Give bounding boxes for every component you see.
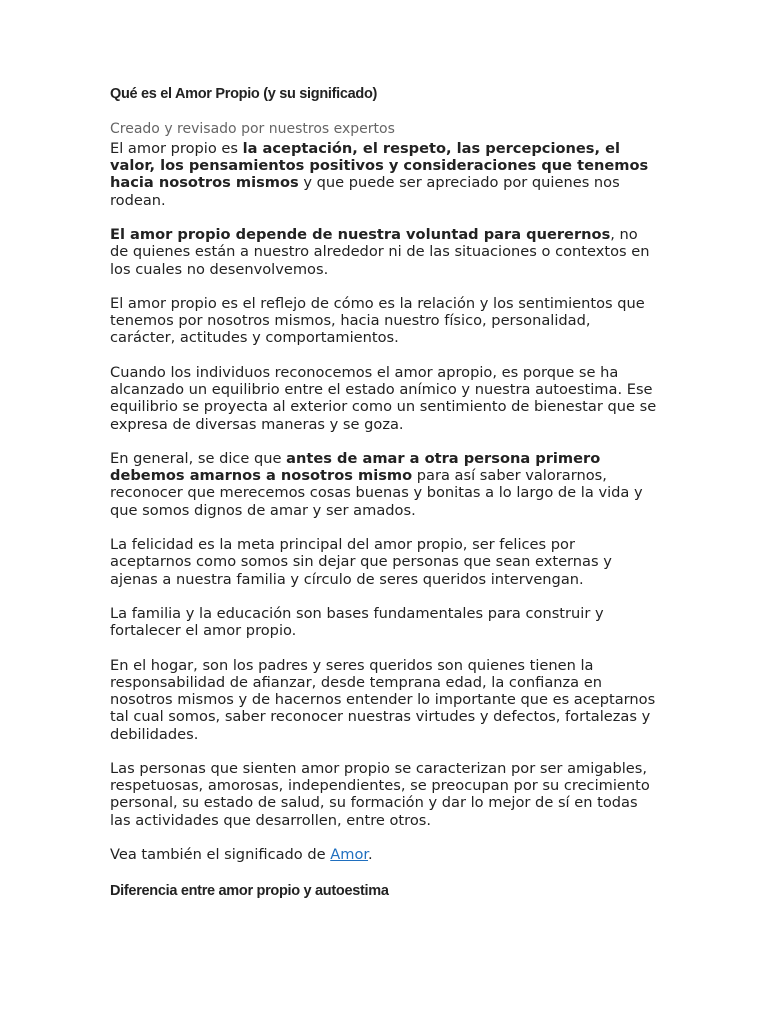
- paragraph-1: [110, 140, 660, 209]
- article: [110, 84, 660, 901]
- paragraph-7: La familia y la educación son bases fundamentales para construir y fortalecer el amor propio.: [110, 605, 604, 640]
- paragraph-8: En el hogar, son los padres y seres queridos son quienes tienen la responsabilidad de afianzar, desde temprana edad, la confianza en nosotros mismos y de hacernos entender lo importante que es aceptarnos tal cual somos, saber reconocer nuestras virtudes y defectos, fortalezas y debilidades.: [110, 656, 656, 743]
- paragraph-5: [110, 450, 660, 519]
- paragraph-10: [110, 846, 660, 863]
- paragraph-4: Cuando los individuos reconocemos el amor apropio, es porque se ha alcanzado un equilibrio entre el estado anímico y nuestra autoestima. Ese equilibrio se proyecta al exterior como un sentimiento de bienestar que se expresa de diversas maneras y se goza.: [110, 363, 657, 433]
- paragraph-1-text-a: El amor propio es: [110, 140, 243, 157]
- paragraph-3: El amor propio es el reflejo de cómo es la relación y los sentimientos que tenemos por nosotros mismos, hacia nuestro físico, personalidad, carácter, actitudes y comportamientos.: [110, 295, 645, 347]
- paragraph-1-bold: la aceptación, el respeto, las percepciones, el valor, los pensamientos positivos y consideraciones que tenemos hacia nosotros mismos: [110, 140, 649, 192]
- paragraph-5-bold: antes de amar a otra persona primero debemos amarnos a nosotros mismo: [110, 450, 601, 485]
- section-heading-diferencia: Diferencia entre amor propio y autoestima: [110, 882, 389, 899]
- article-body: [110, 140, 660, 863]
- paragraph-2-bold: El amor propio depende de nuestra voluntad para querernos: [110, 226, 611, 244]
- paragraph-1-text-c: y que puede ser apreciado por quienes nos rodean.: [110, 174, 620, 209]
- paragraph-6: La felicidad es la meta principal del amor propio, ser felices por aceptarnos como somos sin dejar que personas que sean externas y ajenas a nuestra familia y círculo de seres queridos intervengan.: [110, 536, 612, 588]
- paragraph-5-text-c: para así saber valorarnos, reconocer que merecemos cosas buenas y bonitas a lo largo de la vida y que somos dignos de amar y ser amados.: [110, 467, 643, 519]
- paragraph-10-text-a: Vea también el significado de: [110, 846, 331, 864]
- paragraph-10-text-c: .: [368, 846, 373, 864]
- article-title: Qué es el Amor Propio (y su significado): [110, 86, 378, 102]
- paragraph-2-text-c: , no de quienes están a nuestro alrededor ni de las situaciones o contextos en los cuales no desenvolvemos.: [110, 226, 650, 278]
- paragraph-5-text-a: En general, se dice que: [110, 450, 287, 468]
- paragraph-2: [110, 226, 660, 278]
- article-byline: Creado y revisado por nuestros expertos: [110, 121, 395, 137]
- amor-link[interactable]: Amor: [330, 846, 369, 864]
- paragraph-9: Las personas que sienten amor propio se caracterizan por ser amigables, respetuosas, amorosas, independientes, se preocupan por su crecimiento personal, su estado de salud, su formación y dar lo mejor de sí en todas las actividades que desarrollen, entre otros.: [110, 760, 650, 829]
